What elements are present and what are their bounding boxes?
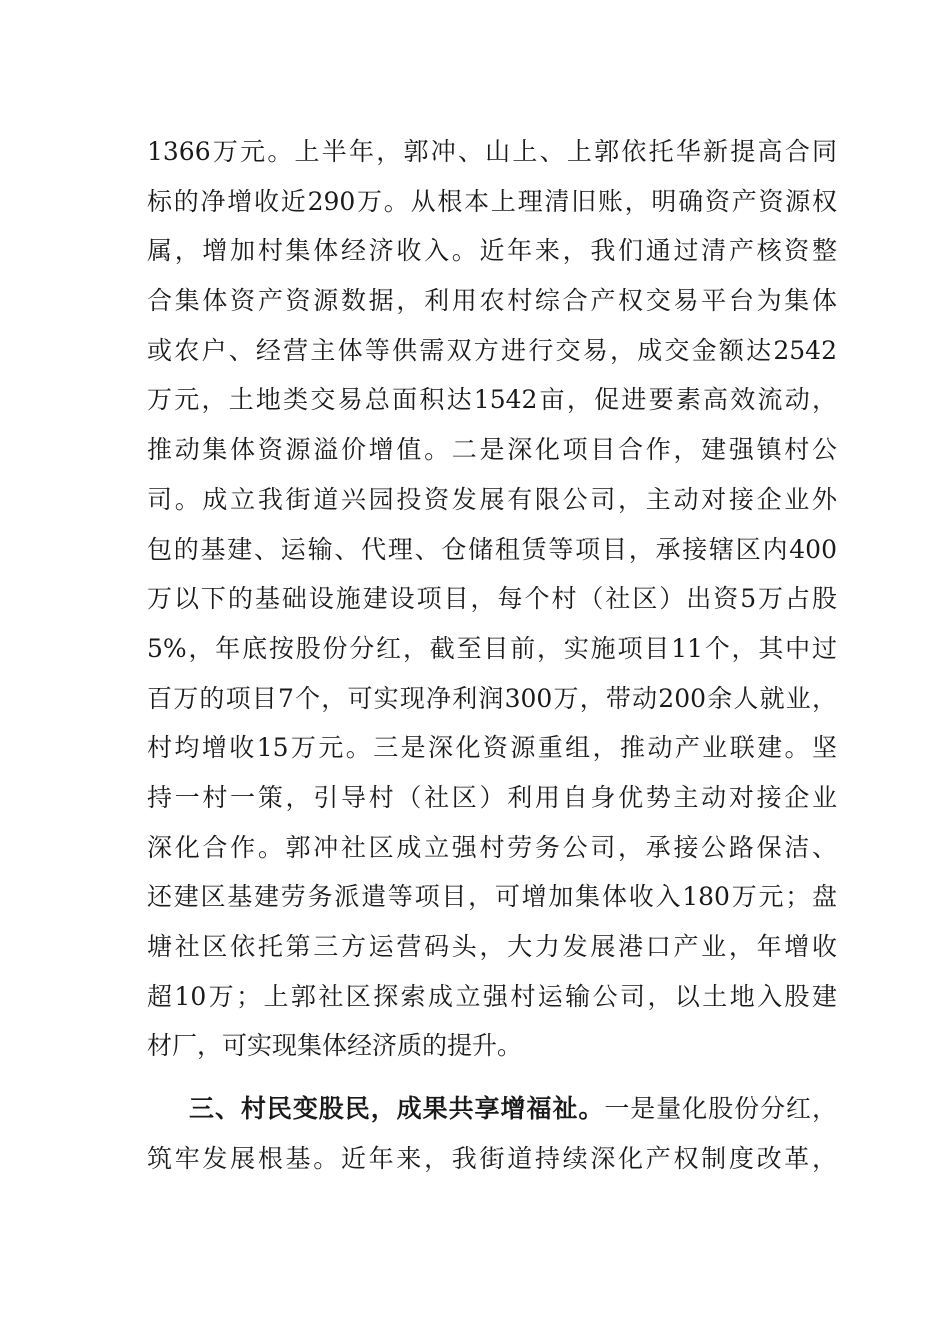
section-heading: 三、村民变股民，成果共享增福祉。 xyxy=(189,1094,605,1123)
text-line-13: 村均增收15万元。三是深化资源重组，推动产业联建。坚 xyxy=(147,733,837,762)
text-line-12: 百万的项目7个，可实现净利润300万，带动200余人就业， xyxy=(147,684,837,713)
text-line-8: 司。成立我街道兴园投资发展有限公司，主动对接企业外 xyxy=(147,485,837,514)
section-heading-line xyxy=(189,1089,837,1129)
text-line-4: 合集体资产资源数据，利用农村综合产权交易平台为集体 xyxy=(147,286,837,315)
text-line-14: 持一村一策，引导村（社区）利用自身优势主动对接企业 xyxy=(147,783,837,812)
text-line-16: 还建区基建劳务派遣等项目，可增加集体收入180万元；盘 xyxy=(147,882,837,911)
text-line-3: 属，增加村集体经济收入。近年来，我们通过清产核资整 xyxy=(147,236,837,265)
text-line-9: 包的基建、运输、代理、仓储租赁等项目，承接辖区内400 xyxy=(147,535,837,564)
text-line-6: 万元，土地类交易总面积达1542亩，促进要素高效流动， xyxy=(147,385,837,414)
text-line-2: 标的净增收近290万。从根本上理清旧账，明确资产资源权 xyxy=(147,187,837,216)
text-line-15: 深化合作。郭冲社区成立强村劳务公司，承接公路保洁、 xyxy=(147,833,837,862)
text-line-5: 或农户、经营主体等供需双方进行交易，成交金额达2542 xyxy=(147,336,837,365)
text-line-7: 推动集体资源溢价增值。二是深化项目合作，建强镇村公 xyxy=(147,435,837,464)
text-line-1: 1366万元。上半年，郭冲、山上、上郭依托华新提高合同 xyxy=(147,137,837,166)
text-line-19: 材厂，可实现集体经济质的提升。 xyxy=(147,1031,523,1060)
section-heading-rest: 一是量化股份分红， xyxy=(604,1094,837,1123)
text-line-10: 万以下的基础设施建设项目，每个村（社区）出资5万占股 xyxy=(147,584,837,613)
text-line-17: 塘社区依托第三方运营码头，大力发展港口产业，年增收 xyxy=(147,932,837,961)
text-line-11: 5%，年底按股份分红，截至目前，实施项目11个，其中过 xyxy=(147,634,837,663)
text-line-21: 筑牢发展根基。近年来，我街道持续深化产权制度改革， xyxy=(147,1144,837,1173)
text-line-18: 超10万；上郭社区探索成立强村运输公司，以土地入股建 xyxy=(147,982,837,1011)
